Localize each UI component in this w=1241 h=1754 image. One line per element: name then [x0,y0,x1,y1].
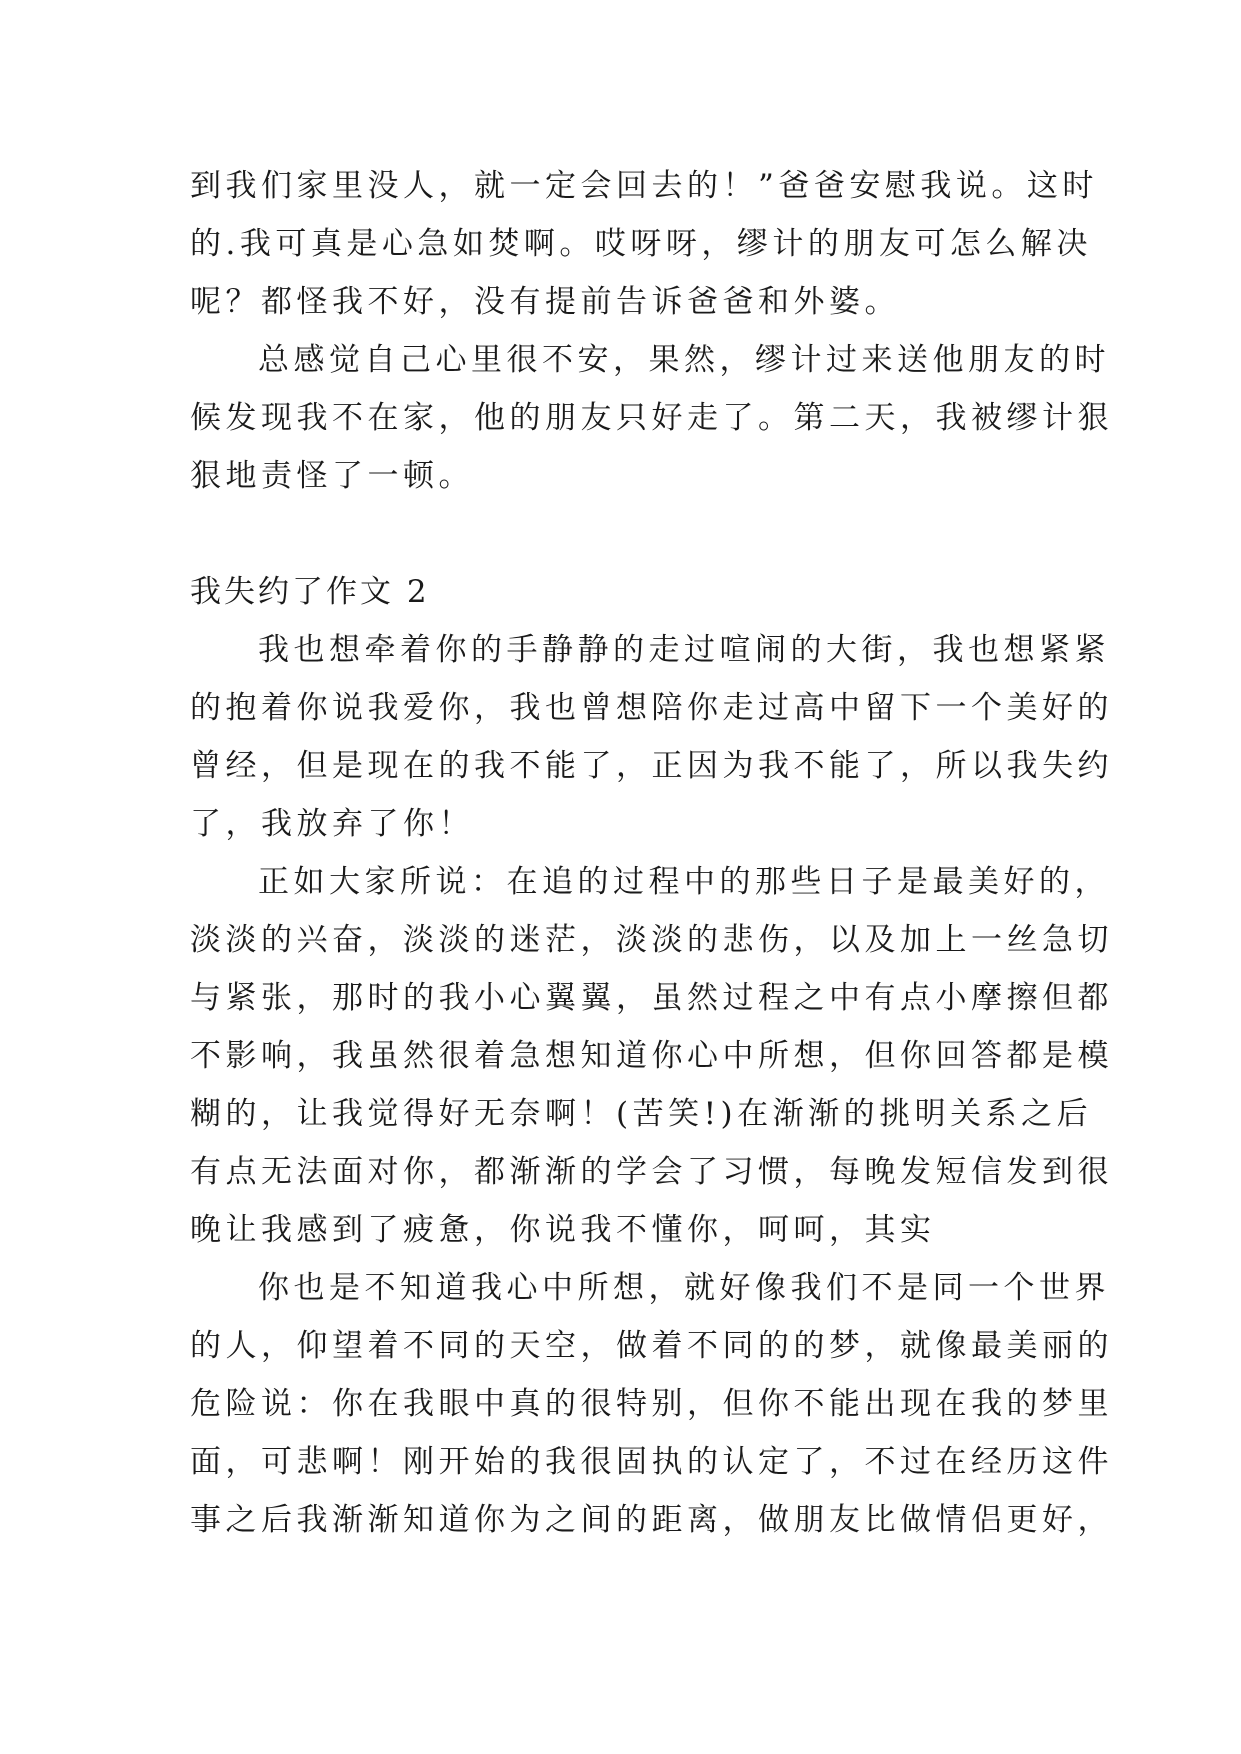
text-line: 不影响，我虽然很着急想知道你心中所想，但你回答都是模 [190,1038,1113,1074]
text-line: 正如大家所说：在追的过程中的那些日子是最美好的， [258,864,1110,900]
text-line: 晚让我感到了疲惫，你说我不懂你，呵呵，其实 [190,1212,936,1248]
text-line: 糊的，让我觉得好无奈啊！(苦笑!)在渐渐的挑明关系之后 [190,1096,1093,1132]
text-line: 事之后我渐渐知道你为之间的距离，做朋友比做情侣更好， [190,1502,1113,1538]
text-line: 与紧张，那时的我小心翼翼，虽然过程之中有点小摩擦但都 [190,980,1113,1016]
paragraph [190,621,1113,853]
paragraph-continued [190,157,1098,331]
text-line: 候发现我不在家，他的朋友只好走了。第二天，我被缪计狠 [190,400,1113,436]
text-line: 淡淡的兴奋，淡淡的迷茫，淡淡的悲伤，以及加上一丝急切 [190,922,1113,958]
text-line: 的.我可真是心急如焚啊。哎呀呀，缪计的朋友可怎么解决 [190,226,1092,262]
text-line: 到我们家里没人，就一定会回去的！”爸爸安慰我说。这时 [190,168,1098,204]
paragraph [190,331,1113,505]
text-line: 面，可悲啊！刚开始的我很固执的认定了，不过在经历这件 [190,1444,1113,1480]
document-body [190,157,1113,1549]
text-line: 狠地责怪了一顿。 [190,458,474,494]
text-line: 有点无法面对你，都渐渐的学会了习惯，每晚发短信发到很 [190,1154,1113,1190]
text-line: 的抱着你说我爱你，我也曾想陪你走过高中留下一个美好的 [190,690,1113,726]
text-line: 呢？都怪我不好，没有提前告诉爸爸和外婆。 [190,284,900,320]
paragraph [190,853,1113,1259]
text-line: 我也想牵着你的手静静的走过喧闹的大街，我也想紧紧 [258,632,1110,668]
text-line: 总感觉自己心里很不安，果然，缪计过来送他朋友的时 [258,342,1110,378]
text-line: 曾经，但是现在的我不能了，正因为我不能了，所以我失约 [190,748,1113,784]
paragraph [190,1259,1113,1549]
text-line: 了，我放弃了你！ [190,806,474,842]
text-line: 危险说：你在我眼中真的很特别，但你不能出现在我的梦里 [190,1386,1113,1422]
section-gap [190,505,1058,563]
text-line: 的人，仰望着不同的天空，做着不同的的梦，就像最美丽的 [190,1328,1113,1364]
text-line: 你也是不知道我心中所想，就好像我们不是同一个世界 [258,1270,1110,1306]
section-heading: 我失约了作文 2 [190,574,430,610]
